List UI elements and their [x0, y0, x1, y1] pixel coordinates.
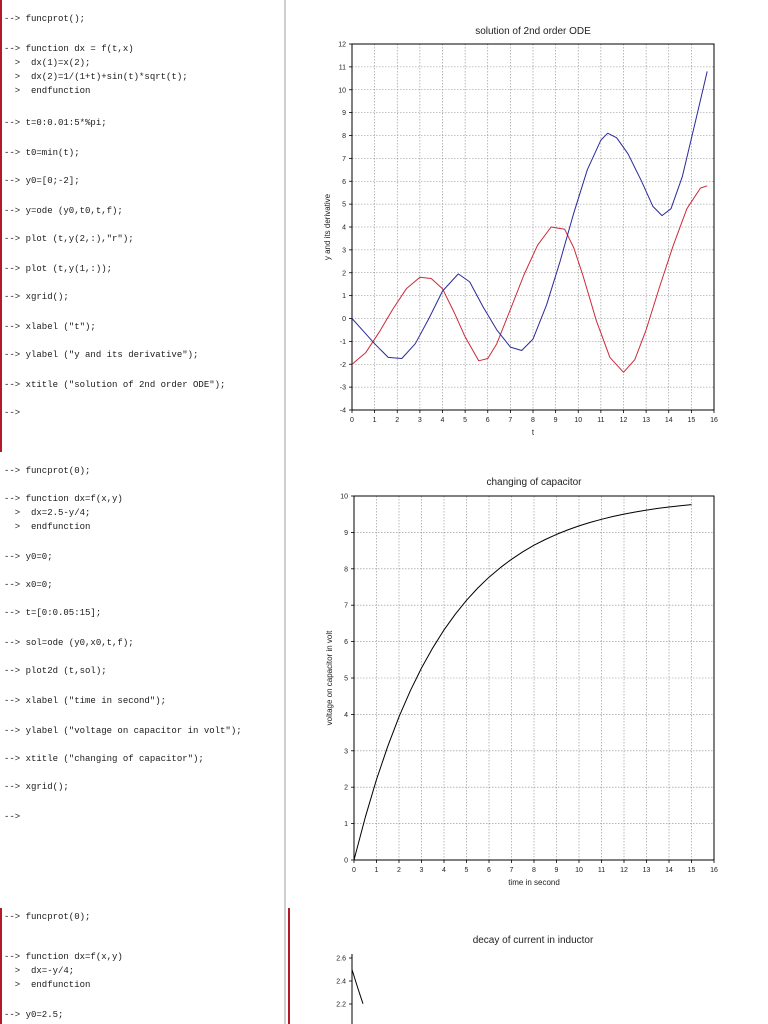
y-tick-label: 2.6 — [336, 955, 346, 963]
chart-inductor — [290, 908, 768, 1024]
console-line: --> plot (t,y(1,:)); — [4, 264, 113, 274]
console-line: --> t=0:0.01:5*%pi; — [4, 118, 107, 128]
y-tick-label: -1 — [339, 338, 346, 346]
y-tick-label: 5 — [344, 675, 348, 683]
x-tick-label: 12 — [620, 867, 628, 874]
x-tick-label: 1 — [372, 417, 377, 424]
x-tick-label: 13 — [642, 417, 651, 424]
x-tick-label: 3 — [417, 417, 422, 424]
y-tick-label: 10 — [338, 87, 346, 95]
plot-panel-2 — [290, 456, 768, 906]
console-line: --> t=[0:0.05:15]; — [4, 608, 102, 618]
x-tick-label: 10 — [575, 867, 583, 874]
x-tick-label: 2 — [397, 867, 401, 874]
x-tick-label: 5 — [464, 867, 469, 874]
x-tick-label: 14 — [665, 867, 673, 874]
console-line: > endfunction — [4, 980, 91, 990]
y-tick-label: 0 — [342, 316, 346, 323]
x-tick-label: 3 — [419, 867, 424, 874]
x-tick-label: 9 — [554, 867, 559, 874]
x-tick-label: 8 — [532, 867, 536, 874]
x-axis-label: t — [531, 428, 535, 437]
console-line: --> y0=[0;-2]; — [4, 176, 80, 186]
console-line: --> ylabel ("y and its derivative"); — [4, 350, 199, 360]
y-tick-label: 1 — [342, 293, 346, 301]
x-axis-label: time in second — [508, 878, 560, 887]
y-tick-label: 6 — [342, 178, 346, 186]
console-line: --> y0=0; — [4, 552, 53, 562]
y-axis-label: y and its derivative — [323, 193, 332, 261]
x-tick-label: 4 — [442, 867, 446, 874]
console-line: > dx(2)=1/(1+t)+sin(t)*sqrt(t); — [4, 72, 188, 82]
y-tick-label: 2.4 — [336, 978, 346, 986]
y-tick-label: 3 — [344, 748, 348, 756]
x-tick-label: 12 — [619, 417, 628, 424]
x-tick-label: 6 — [487, 867, 491, 874]
y-tick-label: 8 — [344, 566, 348, 574]
y-tick-label: -2 — [339, 361, 346, 369]
console-line: --> y=ode (y0,t0,t,f); — [4, 206, 123, 216]
x-tick-label: 16 — [710, 867, 718, 874]
console-line: --> — [4, 408, 21, 418]
y-axis-label: voltage on capacitor in volt — [325, 630, 334, 726]
console-line: --> xgrid(); — [4, 292, 69, 302]
console-line: --> xgrid(); — [4, 782, 69, 792]
x-tick-label: 14 — [664, 417, 673, 424]
console-line: --> funcprot(0); — [4, 912, 91, 922]
console-line: --> y0=2.5; — [4, 1010, 64, 1020]
console-line: --> funcprot(0); — [4, 466, 91, 476]
y-tick-label: 5 — [342, 201, 346, 209]
x-tick-label: 15 — [687, 417, 696, 424]
y-tick-label: 9 — [342, 110, 346, 118]
x-tick-label: 8 — [531, 417, 535, 424]
x-tick-label: 9 — [553, 417, 558, 424]
y-tick-label: 12 — [338, 41, 346, 49]
x-tick-label: 4 — [440, 417, 445, 424]
console-line: > dx(1)=x(2); — [4, 58, 91, 68]
console-line: --> x0=0; — [4, 580, 53, 590]
x-tick-label: 7 — [509, 867, 514, 874]
y-tick-label: -4 — [339, 407, 346, 415]
x-tick-label: 11 — [597, 867, 606, 874]
x-tick-label: 0 — [350, 417, 354, 424]
y-tick-label: 0 — [344, 857, 348, 865]
console-line: --> function dx = f(t,x) — [4, 44, 134, 54]
y-tick-label: 8 — [342, 133, 346, 140]
console-line: --> ylabel ("voltage on capacitor in volt"); — [4, 726, 242, 736]
console-line: --> t0=min(t); — [4, 148, 80, 158]
console-line: --> xtitle ("changing of capacitor"); — [4, 754, 204, 764]
console-line: --> xlabel ("time in second"); — [4, 696, 167, 706]
x-tick-label: 15 — [687, 867, 696, 874]
series-line-1 — [352, 71, 707, 358]
console-line: --> plot2d (t,sol); — [4, 666, 107, 676]
console-line: > dx=-y/4; — [4, 966, 75, 976]
x-tick-label: 7 — [508, 417, 513, 424]
x-tick-label: 6 — [485, 417, 490, 424]
y-tick-label: 2 — [342, 270, 346, 278]
chart-title: decay of current in inductor — [472, 935, 594, 946]
chart-ode-solution — [290, 0, 768, 452]
x-tick-label: 2 — [395, 417, 400, 424]
console-margin-bar — [0, 0, 2, 452]
y-tick-label: 6 — [344, 639, 348, 647]
series-line-0 — [352, 186, 707, 372]
console-panel-3[interactable] — [0, 908, 284, 1024]
console-line: > endfunction — [4, 86, 91, 96]
x-tick-label: 0 — [352, 867, 356, 874]
y-tick-label: 3 — [342, 247, 346, 255]
y-tick-label: 4 — [344, 711, 348, 719]
plot-panel-3 — [290, 908, 768, 1024]
x-tick-label: 5 — [463, 417, 468, 424]
console-line: > endfunction — [4, 522, 91, 532]
y-tick-label: 7 — [342, 155, 346, 163]
chart-capacitor — [290, 456, 768, 906]
x-tick-label: 11 — [597, 417, 605, 424]
console-line: --> xtitle ("solution of 2nd order ODE"); — [4, 380, 226, 390]
y-tick-label: 4 — [342, 224, 346, 232]
console-panel-2[interactable] — [0, 456, 284, 906]
x-tick-label: 10 — [574, 417, 583, 424]
panel-separator — [284, 0, 286, 1024]
x-tick-label: 13 — [642, 867, 651, 874]
console-line: --> xlabel ("t"); — [4, 322, 96, 332]
console-panel-1[interactable] — [0, 0, 284, 452]
y-tick-label: 2.2 — [336, 1001, 346, 1009]
y-tick-label: 9 — [344, 529, 348, 537]
x-tick-label: 16 — [710, 417, 718, 424]
console-line: --> sol=ode (y0,x0,t,f); — [4, 638, 134, 648]
y-tick-label: 7 — [344, 602, 348, 610]
y-tick-label: 10 — [340, 493, 348, 501]
console-line: --> plot (t,y(2,:),"r"); — [4, 234, 134, 244]
plot-panel-1 — [290, 0, 768, 452]
x-tick-label: 1 — [374, 867, 379, 874]
console-line: --> funcprot(); — [4, 14, 86, 24]
series-line-0 — [352, 970, 363, 1004]
chart-title: solution of 2nd order ODE — [475, 26, 591, 37]
chart-title: changing of capacitor — [486, 477, 582, 488]
series-line-0 — [354, 505, 692, 860]
y-tick-label: -3 — [339, 384, 346, 392]
y-tick-label: 2 — [344, 784, 348, 792]
console-line: > dx=2.5-y/4; — [4, 508, 91, 518]
y-tick-label: 11 — [338, 64, 346, 72]
console-line: --> function dx=f(x,y) — [4, 952, 123, 962]
y-tick-label: 1 — [344, 821, 348, 829]
console-margin-bar — [0, 908, 2, 1024]
console-line: --> — [4, 812, 21, 822]
console-line: --> function dx=f(x,y) — [4, 494, 123, 504]
